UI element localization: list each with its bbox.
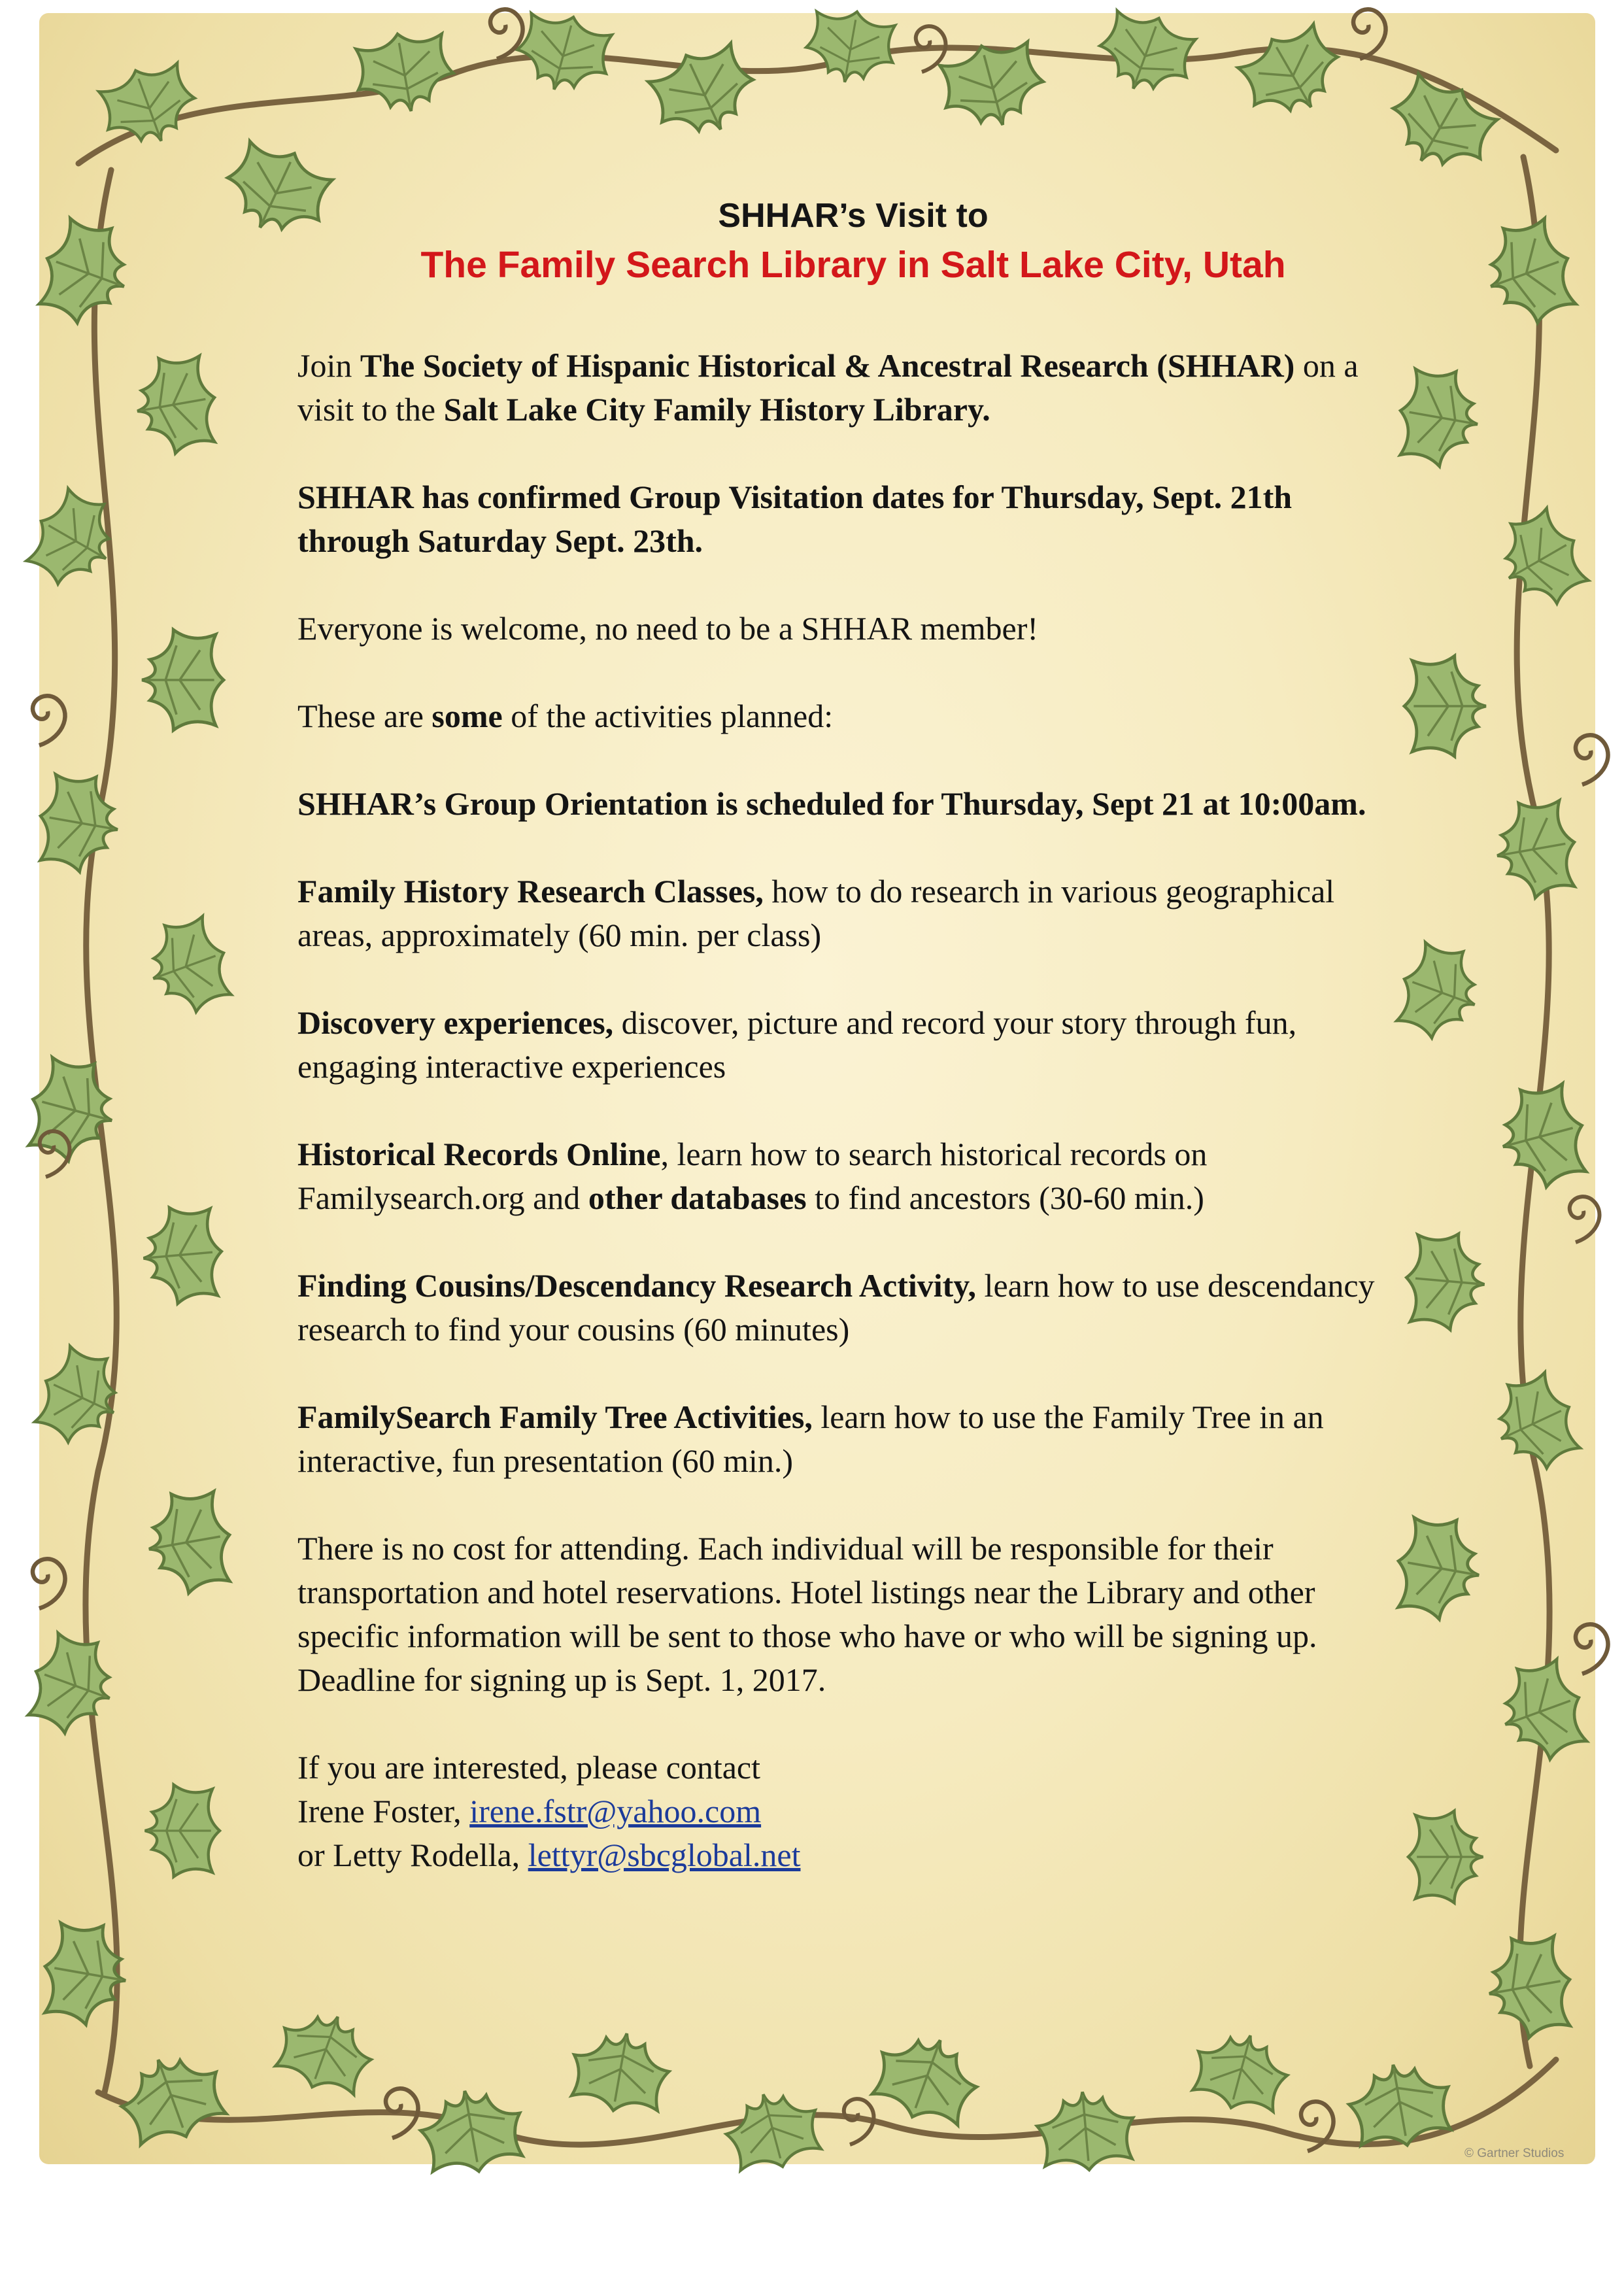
title-line-1: SHHAR’s Visit to	[718, 197, 989, 235]
discovery-paragraph	[297, 1001, 1409, 1089]
records-description-1: , learn how to search historical records on Familysearch.org and	[297, 1136, 1208, 1216]
welcome-paragraph: Everyone is welcome, no need to be a SHHAR member!	[297, 610, 1039, 647]
email-link-irene[interactable]: irene.fstr@yahoo.com	[469, 1793, 762, 1829]
orientation-paragraph	[297, 782, 1409, 826]
activities-intro-bold: some	[431, 698, 503, 734]
title-line-2: The Family Search Library in Salt Lake City, Utah	[420, 244, 1286, 286]
dates-paragraph	[297, 475, 1409, 563]
intro-text-1: Join	[297, 347, 360, 384]
records-heading: Historical Records Online	[297, 1136, 661, 1172]
classes-heading: Family History Research Classes,	[297, 873, 764, 909]
cousins-heading: Finding Cousins/Descendancy Research Activity,	[297, 1267, 977, 1304]
discovery-description: discover, picture and record your story through fun, engaging interactive experiences	[297, 1004, 1297, 1085]
contact-name-letty: or Letty Rodella,	[297, 1837, 528, 1873]
activities-intro-text-1: These are	[297, 698, 432, 734]
activities-intro-paragraph	[297, 694, 1409, 738]
visitation-dates: SHHAR has confirmed Group Visitation dates for Thursday, Sept. 21th through Saturday Sept. 23th.	[297, 479, 1293, 559]
cousins-paragraph	[297, 1264, 1409, 1351]
intro-library-name: Salt Lake City Family History Library.	[443, 391, 990, 428]
discovery-heading: Discovery experiences,	[297, 1004, 614, 1041]
orientation-schedule: SHHAR’s Group Orientation is scheduled for Thursday, Sept 21 at 10:00am.	[297, 785, 1366, 822]
intro-society-name: The Society of Hispanic Historical & Ancestral Research (SHHAR)	[360, 347, 1295, 384]
records-other-databases: other databases	[588, 1180, 807, 1216]
intro-text-2: on a visit to the	[297, 347, 1359, 428]
classes-description: how to do research in various geographical areas, approximately (60 min. per class)	[297, 873, 1335, 953]
contact-intro: If you are interested, please contact	[297, 1749, 760, 1786]
records-description-2: to find ancestors (30-60 min.)	[806, 1180, 1204, 1216]
records-paragraph	[297, 1132, 1409, 1220]
tree-heading: FamilySearch Family Tree Activities,	[297, 1399, 813, 1435]
tree-description: learn how to use the Family Tree in an interactive, fun presentation (60 min.)	[297, 1399, 1324, 1479]
classes-paragraph	[297, 870, 1409, 957]
intro-paragraph	[297, 344, 1409, 432]
contact-paragraph	[297, 1746, 1409, 1877]
copyright-credit: © Gartner Studios	[1464, 2147, 1565, 2160]
email-link-letty[interactable]: lettyr@sbcglobal.net	[528, 1837, 801, 1873]
activities-intro-text-2: of the activities planned:	[502, 698, 834, 734]
contact-name-irene: Irene Foster,	[297, 1793, 470, 1829]
cousins-description: learn how to use descendancy research to find your cousins (60 minutes)	[297, 1267, 1375, 1348]
cost-paragraph: There is no cost for attending. Each individual will be responsible for their transportation and hotel reservations. Hotel listings near the Library and other specific information will be sent to those who have or who will be signing up. Deadline for signing up is Sept. 1, 2017.	[297, 1530, 1317, 1698]
tree-paragraph	[297, 1395, 1409, 1483]
flyer-content	[297, 196, 1409, 1877]
